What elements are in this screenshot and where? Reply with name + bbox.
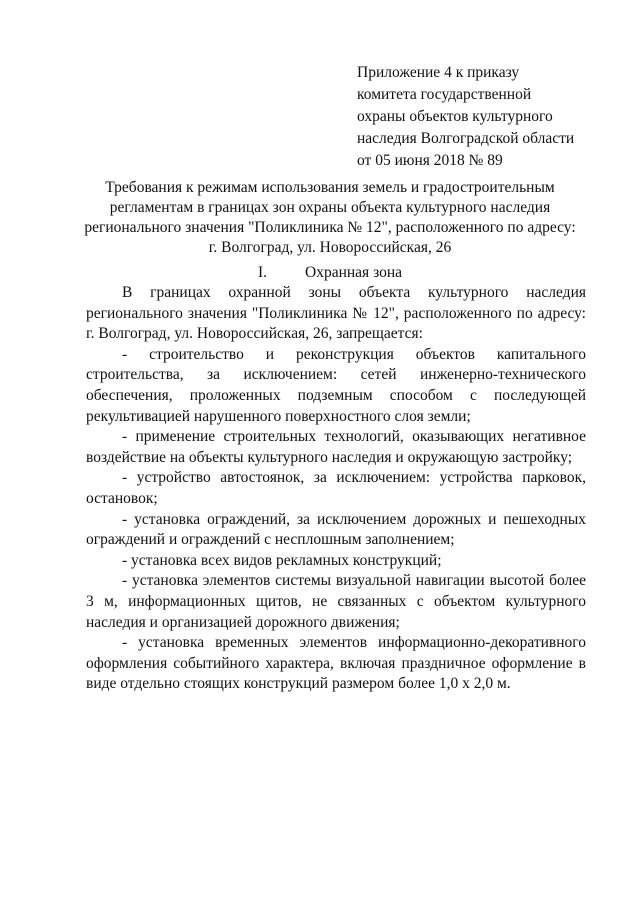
body-text	[86, 283, 586, 695]
title-line: регионального значения "Поликлиника № 12", расположенного по адресу:	[84, 219, 576, 236]
paragraph: - строительство и реконструкция объектов капитального строительства, за исключением: сетей инженерно-технического обеспечения, проложенных подземным способом с последующей рекультивацией нарушенного поверхностного слоя земли;	[86, 345, 586, 425]
paragraph: - установка всех видов рекламных конструкций;	[122, 551, 442, 569]
appendix-line: от 05 июня 2018 № 89	[357, 152, 503, 169]
paragraph: В границах охранной зоны объекта культурного наследия регионального значения "Поликлиника № 12", расположенного по адресу: г. Волгоград, ул. Новороссийская, 26, запрещается:	[86, 284, 586, 343]
paragraph: - применение строительных технологий, оказывающих негативное воздействие на объекты культурного наследия и окружающую застройку;	[86, 428, 586, 466]
appendix-line: наследия Волгоградской области	[357, 130, 575, 147]
paragraph: - установка ограждений, за исключением дорожных и пешеходных ограждений и ограждений с несплошным заполнением;	[86, 510, 586, 549]
appendix-line: комитета государственной	[357, 86, 532, 103]
document-title	[60, 178, 600, 258]
section-number: I.	[257, 264, 268, 281]
section-heading	[60, 263, 600, 283]
paragraph: - установка временных элементов информационно-декоративного оформления событийного характера, включая праздничное оформление в виде отдельно стоящих конструкций размером более 1,0 х 2,0 м.	[86, 634, 586, 693]
appendix-line: Приложение 4 к приказу	[357, 64, 520, 81]
paragraph: - установка элементов системы визуальной навигации высотой более 3 м, информационных щитов, не связанных с объектом культурного наследия и организацией дорожного движения;	[86, 572, 586, 631]
section-title: Охранная зона	[305, 264, 403, 281]
title-line: г. Волгоград, ул. Новороссийская, 26	[208, 239, 452, 256]
title-line: Требования к режимам использования земель и градостроительным	[105, 179, 555, 196]
title-line: регламентам в границах зон охраны объекта культурного наследия	[109, 199, 551, 216]
paragraph: - устройство автостоянок, за исключением: устройства парковок, остановок;	[86, 469, 586, 507]
appendix-line: охраны объектов культурного	[357, 108, 553, 125]
appendix-note	[357, 62, 617, 172]
